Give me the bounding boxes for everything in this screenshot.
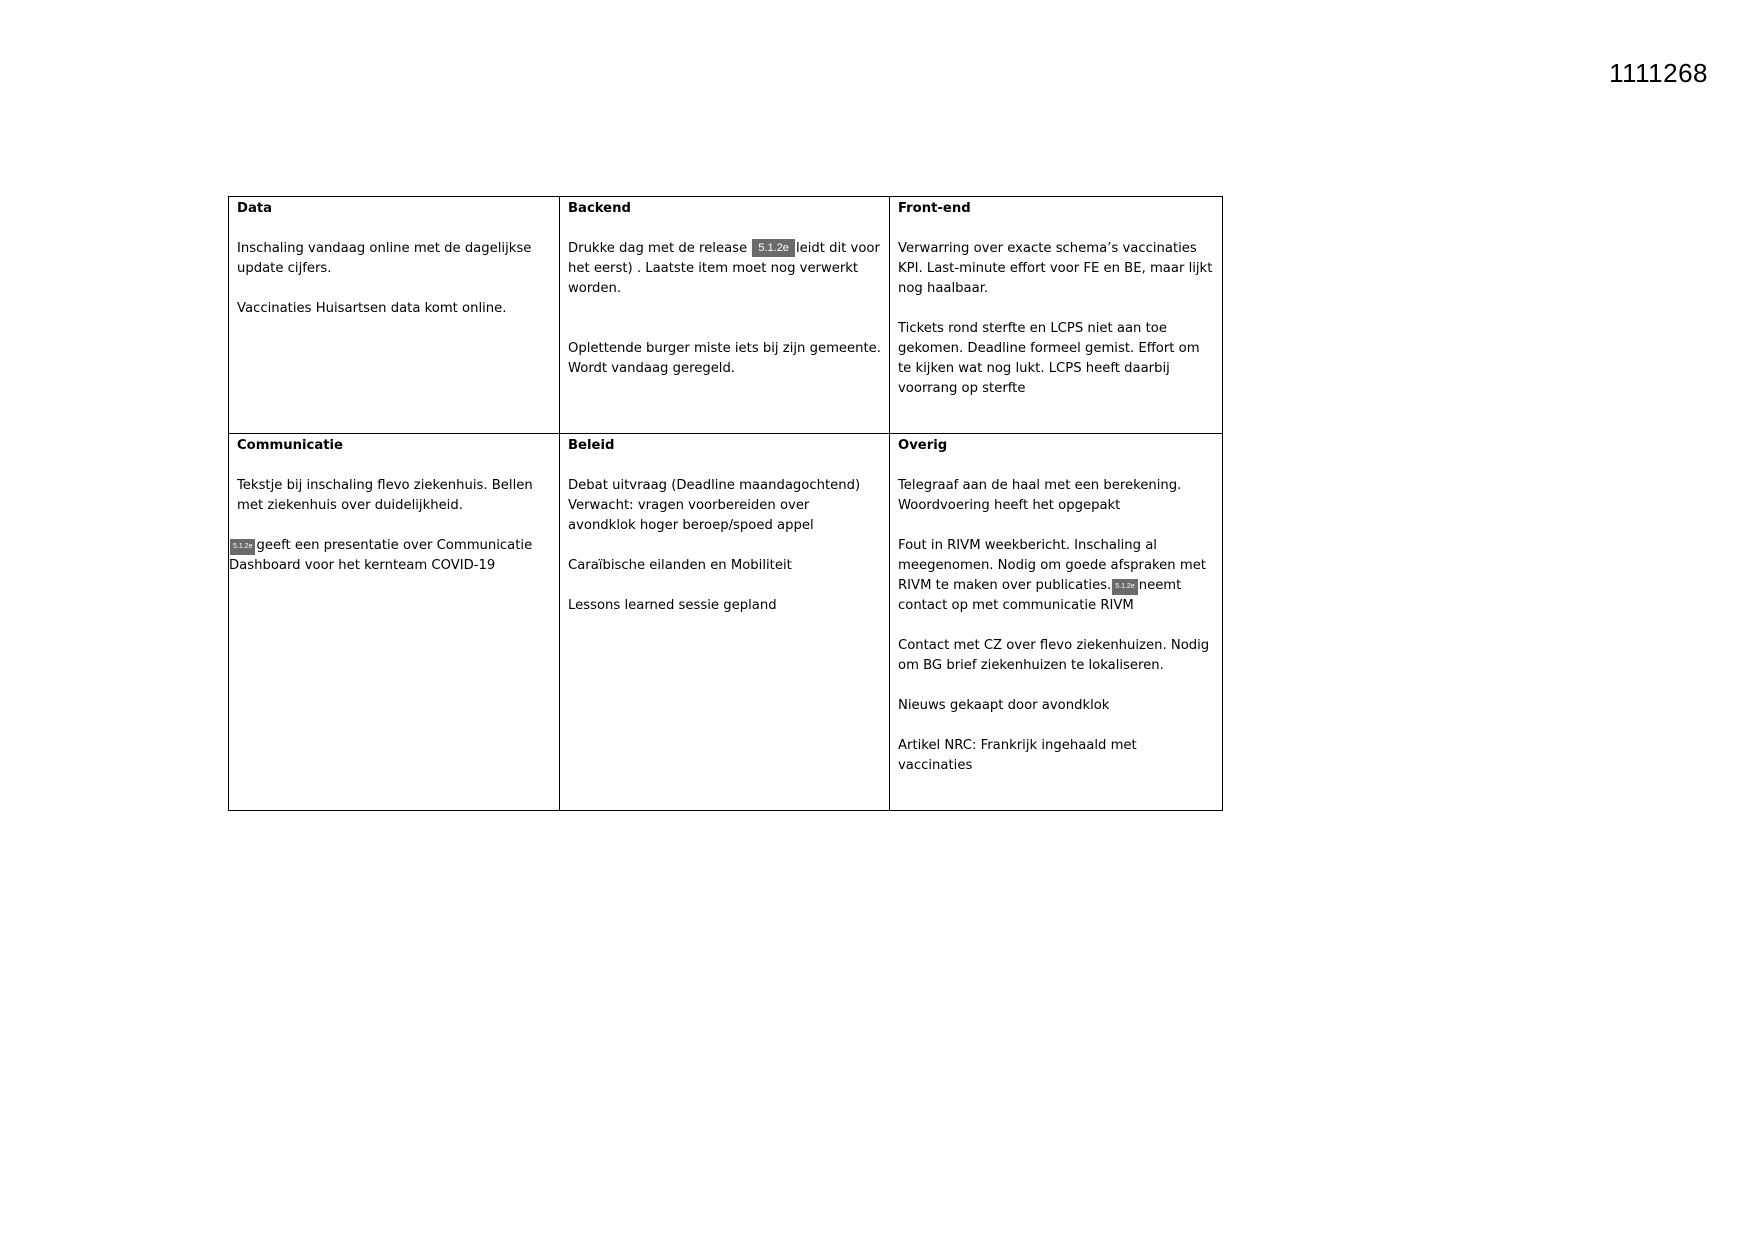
cell-heading: Overig bbox=[898, 438, 948, 453]
cell-paragraph bbox=[898, 536, 1214, 616]
cell-paragraph: Caraïbische eilanden en Mobiliteit bbox=[568, 558, 792, 573]
cell-frontend bbox=[890, 197, 1223, 434]
cell-overig bbox=[890, 434, 1223, 811]
cell-paragraph: Nieuws gekaapt door avondklok bbox=[898, 698, 1110, 713]
text-segment: Drukke dag met de release bbox=[568, 241, 752, 256]
cell-paragraph: Debat uitvraag (Deadline maandagochtend) Verwacht: vragen voorbereiden over avondklok hoger beroep/spoed appel bbox=[568, 478, 861, 533]
text-segment: geeft een presentatie over Communicatie Dashboard voor het kernteam COVID-19 bbox=[229, 538, 533, 573]
cell-paragraph: Inschaling vandaag online met de dagelijkse update cijfers. bbox=[237, 241, 532, 276]
cell-paragraph: Artikel NRC: Frankrijk ingehaald met vaccinaties bbox=[898, 738, 1137, 773]
cell-paragraph: Verwarring over exacte schema’s vaccinaties KPI. Last-minute effort voor FE en BE, maar lijkt nog haalbaar. bbox=[898, 241, 1213, 296]
text-segment: leidt dit voor het eerst) . Laatste item moet nog verwerkt worden. bbox=[568, 241, 880, 296]
cell-backend bbox=[560, 197, 890, 434]
redaction-box: 5.1.2e bbox=[1112, 579, 1137, 595]
cell-paragraph: Contact met CZ over flevo ziekenhuizen. Nodig om BG brief ziekenhuizen te lokaliseren. bbox=[898, 638, 1210, 673]
cell-paragraph: Lessons learned sessie gepland bbox=[568, 598, 777, 613]
cell-paragraph: Tekstje bij inschaling flevo ziekenhuis. Bellen met ziekenhuis over duidelijkheid. bbox=[237, 478, 533, 513]
cell-data bbox=[229, 197, 560, 434]
cell-paragraph: Oplettende burger miste iets bij zijn gemeente. Wordt vandaag geregeld. bbox=[568, 341, 881, 376]
table-row bbox=[229, 197, 1223, 434]
cell-heading: Front-end bbox=[898, 201, 971, 216]
table-row bbox=[229, 434, 1223, 811]
cell-paragraph: Telegraaf aan de haal met een berekening. Woordvoering heeft het opgepakt bbox=[898, 478, 1182, 513]
redaction-box: 5.1.2e bbox=[752, 239, 795, 257]
cell-paragraph: Vaccinaties Huisartsen data komt online. bbox=[237, 301, 507, 316]
cell-heading: Backend bbox=[568, 201, 631, 216]
cell-paragraph bbox=[568, 239, 881, 299]
cell-heading: Data bbox=[237, 201, 273, 216]
cell-heading: Beleid bbox=[568, 438, 615, 453]
status-table bbox=[228, 196, 1223, 811]
document-number: 1111268 bbox=[1609, 58, 1708, 88]
cell-paragraph bbox=[229, 536, 551, 576]
cell-paragraph: Tickets rond sterfte en LCPS niet aan toe gekomen. Deadline formeel gemist. Effort om te kijken wat nog lukt. LCPS heeft daarbij voorrang op sterfte bbox=[898, 321, 1200, 396]
cell-heading: Communicatie bbox=[237, 438, 344, 453]
cell-beleid bbox=[560, 434, 890, 811]
cell-communicatie bbox=[229, 434, 560, 811]
redaction-box: 5.1.2e bbox=[230, 539, 255, 555]
text-segment: neemt contact op met communicatie RIVM bbox=[898, 578, 1182, 613]
text-segment: Fout in RIVM weekbericht. Inschaling al meegenomen. Nodig om goede afspraken met RIVM te maken over publicaties. bbox=[898, 538, 1206, 593]
